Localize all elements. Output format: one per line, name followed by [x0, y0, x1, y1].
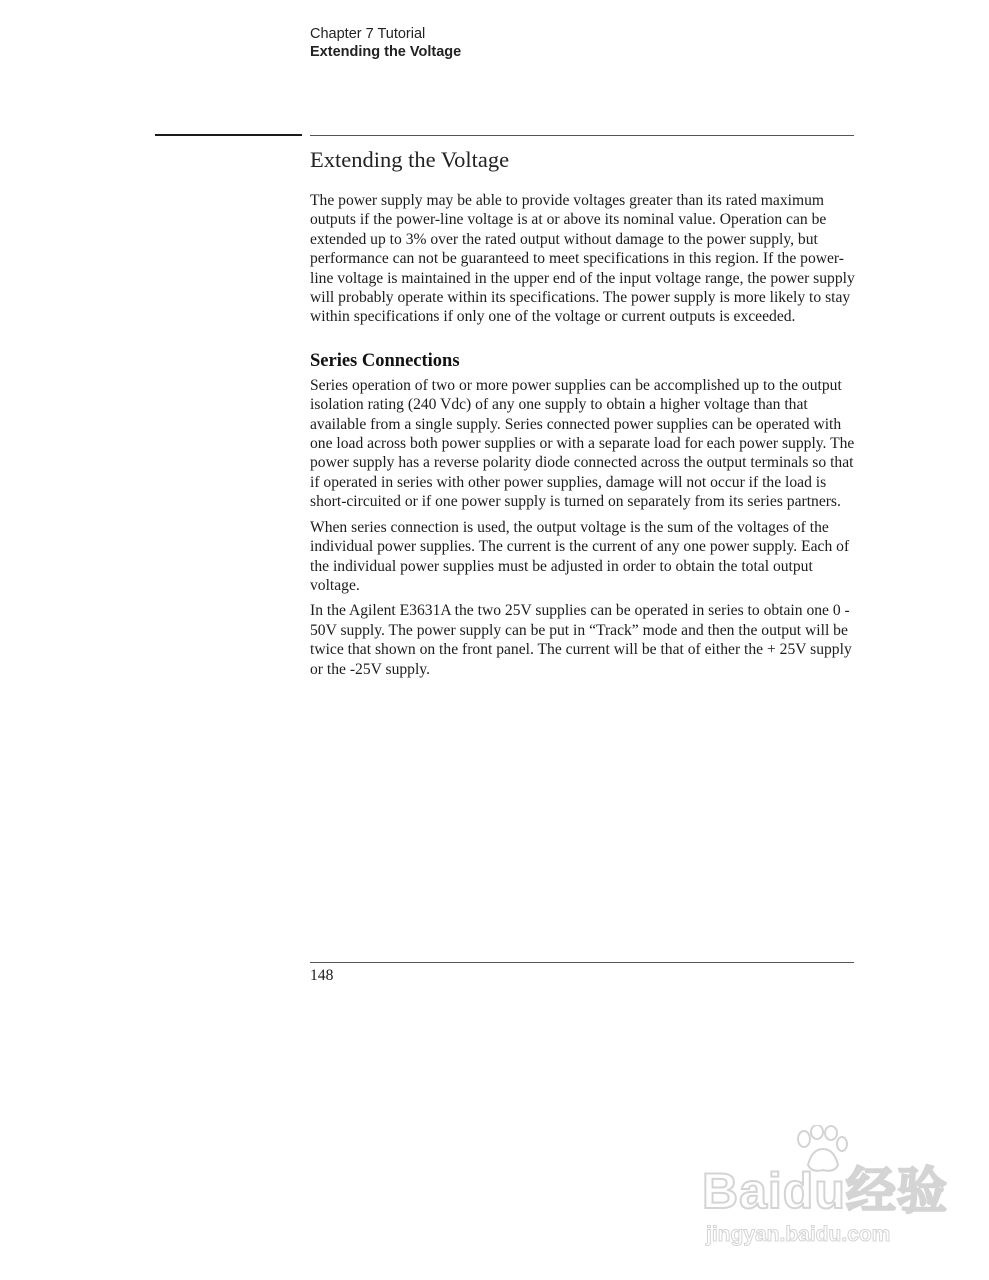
page-content	[310, 143, 855, 679]
chapter-label: Chapter 7 Tutorial	[310, 26, 426, 42]
series-paragraph-2: When series connection is used, the output voltage is the sum of the voltages of the individual power supplies. The current is the current of any one power supply. Each of the individual power supplies must be adjusted in order to obtain the total output voltage.	[310, 518, 850, 594]
series-paragraph-3: In the Agilent E3631A the two 25V supplies can be operated in series to obtain one 0 - 50V supply. The power supply can be put in “Track” mode and then the output will be twice that shown on the front panel. The current will be that of either the + 25V supply or the -25V supply.	[310, 602, 852, 678]
footer-rule	[310, 962, 854, 963]
heading-rule-right	[310, 135, 854, 136]
section-label: Extending the Voltage	[310, 44, 462, 60]
watermark-brand: Baidu经验	[702, 1163, 948, 1219]
heading-rule-left	[155, 134, 302, 136]
intro-paragraph: The power supply may be able to provide voltages greater than its rated maximum outputs if the power-line voltage is at or above its nominal value. Operation can be extended up to 3% over the rated output without damage to the power supply, but performance can not be guaranteed to meet specifications in this region. If the power-line voltage is maintained in the upper end of the input voltage range, the power supply will probably operate within its specifications. The power supply is more likely to stay within specifications if only one of the voltage or current outputs is exceeded.	[310, 192, 855, 326]
series-connections-heading: Series Connections	[310, 350, 460, 371]
series-paragraph-1: Series operation of two or more power supplies can be accomplished up to the output isolation rating (240 Vdc) of any one supply to obtain a higher voltage than that available from a single supply. Series connected power supplies can be operated with one load across both power supplies or with a separate load for each power supply. The power supply has a reverse polarity diode connected across the output terminals so that if operated in series with other power supplies, damage will not occur if the load is short-circuited or if one power supply is turned on separately from its series partners.	[310, 376, 855, 511]
baidu-watermark	[700, 1125, 948, 1255]
watermark-url: jingyan.baidu.com	[706, 1223, 891, 1246]
page-number: 148	[310, 967, 334, 984]
running-header	[310, 25, 461, 61]
page-title: Extending the Voltage	[310, 147, 510, 172]
